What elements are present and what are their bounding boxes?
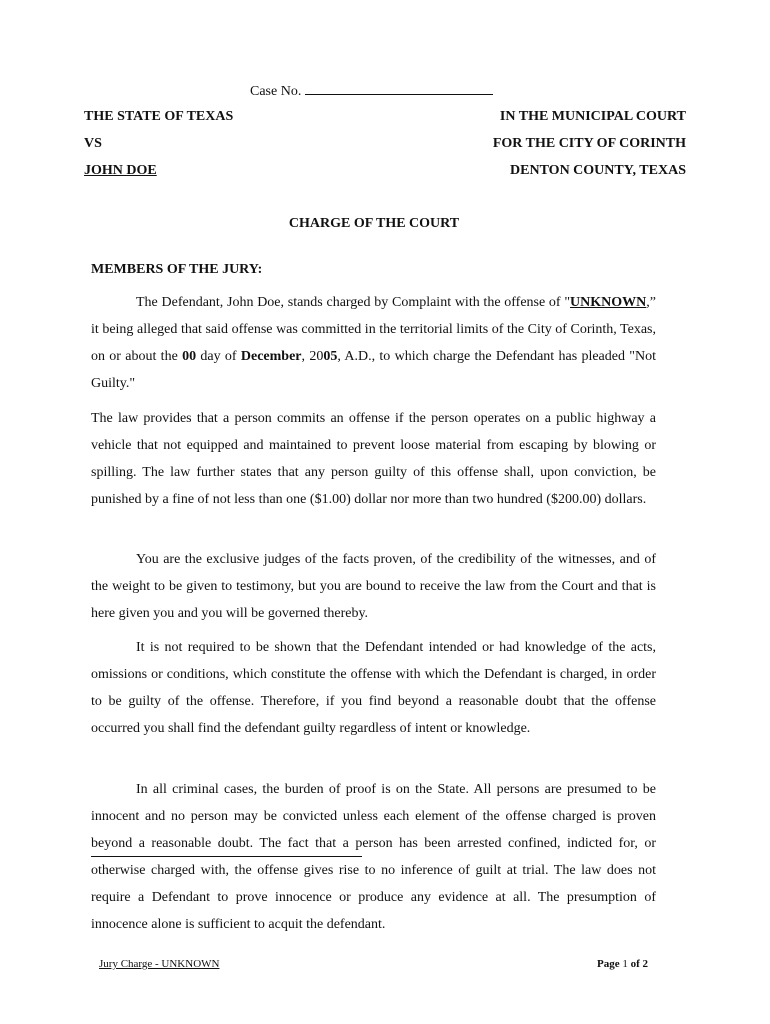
caption-plaintiff: THE STATE OF TEXAS — [84, 109, 234, 124]
p1-text-d: , 20 — [301, 349, 324, 364]
paragraph-charge — [91, 289, 656, 397]
case-number-blank — [305, 82, 493, 95]
page-number — [597, 958, 648, 970]
page-label: Page — [597, 958, 623, 970]
offense-day: 00 — [182, 349, 197, 364]
page-current: 1 — [622, 958, 628, 970]
caption-city: FOR THE CITY OF CORINTH — [492, 136, 686, 151]
caption-county: DENTON COUNTY, TEXAS — [510, 163, 686, 178]
offense-year-suffix: 05 — [323, 349, 338, 364]
p1-text-a: The Defendant, John Doe, stands charged by Complaint with the offense of " — [136, 295, 571, 310]
p1-text-e: , A.D., to which charge the Defendant has pleaded "Not Guilty." — [91, 349, 656, 391]
p1-text-b: ,” it being alleged that said offense was committed in the territorial limits of the City of Corinth, Texas, on or about the — [91, 295, 656, 364]
jury-salutation: MEMBERS OF THE JURY: — [91, 262, 263, 277]
page-of: of — [627, 958, 643, 970]
caption-court: IN THE MUNICIPAL COURT — [499, 109, 686, 124]
caption-vs: VS — [84, 136, 102, 151]
paragraph-intent: It is not required to be shown that the Defendant intended or had knowledge of the acts, omissions or conditions, which constitute the offense with which the Defendant is charged, in order to be guilty of the offense. Therefore, if you find beyond a reasonable doubt that the offense occurred you shall find the defendant guilty regardless of intent or knowledge. — [91, 640, 656, 736]
page-total: 2 — [642, 958, 649, 970]
case-number — [250, 82, 493, 100]
caption-defendant: JOHN DOE — [84, 163, 157, 178]
paragraph-burden: In all criminal cases, the burden of proof is on the State. All persons are presumed to be innocent and no person may be convicted unless each element of the offense charged is proven beyond a reasonable doubt. The fact that a person has been arrested confined, indicted for, or otherwise charged with, the offense gives rise to no inference of guilt at trial. The law does not require a Defendant to prove innocence or produce any evidence at all. The presumption of innocence alone is sufficient to acquit the defendant. — [91, 782, 656, 932]
footer-title: Jury Charge - UNKNOWN — [99, 958, 220, 970]
paragraph-law: The law provides that a person commits an offense if the person operates on a public highway a vehicle that not equipped and maintained to prevent loose material from escaping by blowing or spilling. The law further states that any person guilty of this offense shall, upon conviction, be punished by a fine of not less than one ($1.00) dollar nor more than two hundred ($200.00) dollars. — [91, 411, 656, 507]
offense-month: December — [240, 349, 302, 364]
paragraph-judges: You are the exclusive judges of the facts proven, of the credibility of the witnesses, and of the weight to be given to testimony, but you are bound to receive the law from the Court and that is here given you and you will be governed thereby. — [91, 552, 656, 621]
p1-text-c: day of — [196, 349, 241, 364]
case-number-label: Case No. — [250, 84, 302, 99]
document-title: CHARGE OF THE COURT — [288, 216, 460, 231]
offense-name: UNKNOWN — [570, 295, 647, 310]
overline-mark — [91, 856, 362, 857]
